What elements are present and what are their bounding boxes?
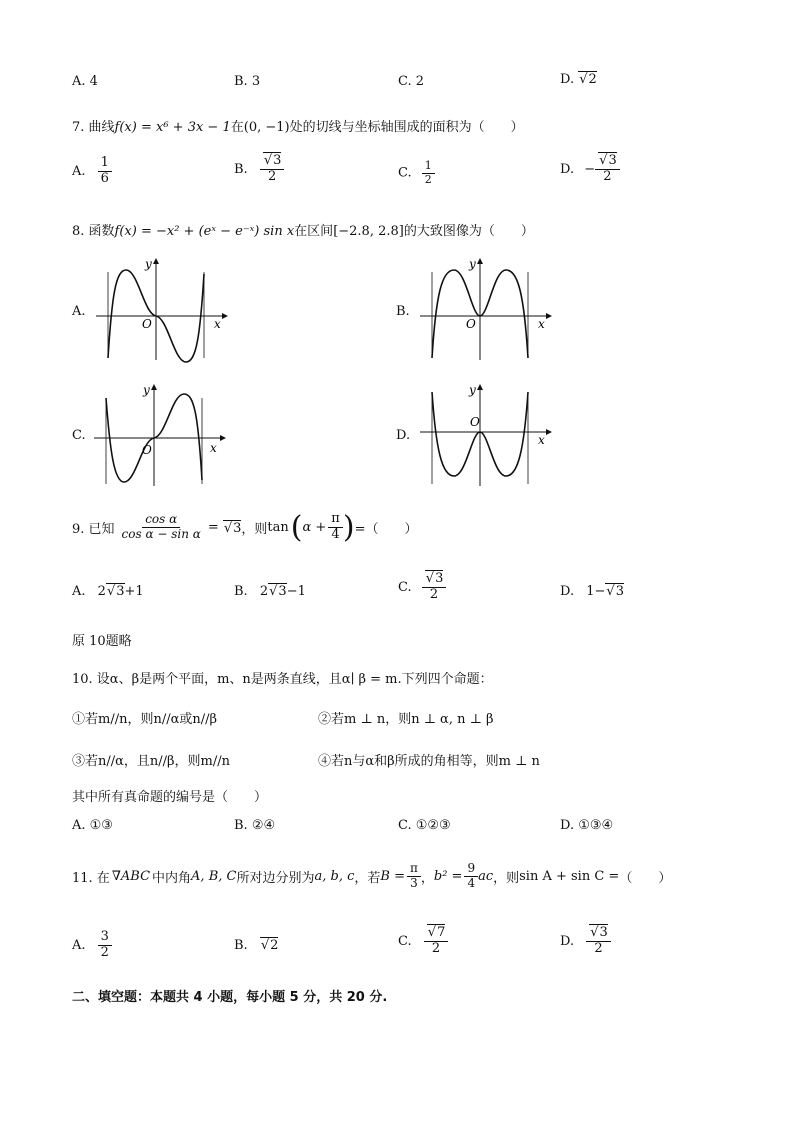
q9-given-fraction: $\frac{\text{cos α}}{\text{cos α − sin α}}$: [121, 512, 201, 541]
q11-stem-g: （ ）: [619, 870, 672, 886]
q9-option-d-label: D.: [560, 584, 575, 599]
q11-option-b-label: B.: [234, 938, 248, 953]
q8-graph-b: [418, 254, 554, 364]
q10-option-b: B. ②④: [234, 818, 276, 833]
x-label: x: [210, 441, 217, 455]
y-axis-arrow: [477, 384, 483, 390]
q7-option-b-fraction: √ $\frac{3}{2}$: [260, 154, 285, 185]
q8-graph-d: [418, 380, 554, 490]
q11-ac: ac: [478, 868, 494, 884]
q11-b-squared: b² =: [433, 868, 463, 884]
y-label: y: [143, 383, 150, 397]
q7-option-d-sign: −: [584, 161, 596, 177]
q9-option-b-label: B.: [234, 584, 248, 599]
q7-option-b: [234, 154, 284, 185]
q11-option-d-label: D.: [560, 933, 575, 949]
q8-option-b-label: B.: [396, 304, 410, 319]
skip-note: 原 10题略: [72, 634, 132, 649]
y-label: y: [469, 257, 476, 271]
q8-graph-a: [94, 254, 230, 364]
q11-option-a-fraction: $\frac{3}{2}$: [98, 930, 112, 961]
q11-sides: a, b, c: [314, 868, 355, 884]
q9-stem-a: 9. 已知: [72, 522, 115, 537]
y-axis-arrow: [477, 258, 483, 264]
y-axis-arrow: [153, 258, 159, 264]
q11-target: sin A + sin C =: [519, 868, 620, 884]
q8-function: f(x) = −x² + (eˣ − e⁻ˣ) sin x: [114, 224, 295, 239]
q11-option-b-radical: √ 2: [260, 937, 279, 953]
section-2-heading: 二、填空题：本题共 4 小题，每小题 5 分，共 20 分.: [72, 990, 388, 1005]
q11-stem-a: 11. 在: [72, 870, 110, 886]
q9-option-a-label: A.: [72, 584, 86, 599]
q7-option-a-label: A.: [72, 163, 86, 179]
q11-option-b: [234, 938, 278, 953]
x-axis-arrow: [222, 313, 228, 319]
q7-option-a-fraction: $\frac{1}{6}$: [98, 156, 112, 187]
q11-option-d: [560, 926, 611, 957]
q11-angles: A, B, C: [191, 868, 237, 884]
q10-option-d: D. ①③④: [560, 818, 614, 833]
q11-nine-over-four: $\frac{9}{4}$: [464, 862, 478, 891]
q8-stem-b: 在区间: [294, 224, 334, 239]
q9-option-d-radical: √ 3: [605, 583, 624, 599]
q8-graph-c: [92, 380, 228, 490]
q11-b-eq: B =: [380, 868, 405, 884]
y-label: y: [145, 257, 152, 271]
q9-option-b-radical: √ 3: [268, 583, 287, 599]
q11-option-c: [398, 926, 448, 957]
q7-option-c: [398, 160, 435, 186]
q9-option-a-coef: 2: [97, 584, 106, 599]
q11-stem: [72, 862, 671, 891]
q7-stem: [72, 116, 524, 135]
q9-option-a-post: +1: [124, 584, 144, 599]
q9-paren-left: (: [290, 510, 303, 545]
q7-option-b-label: B.: [234, 161, 248, 177]
q6-option-a: A. 4: [72, 74, 98, 89]
q11-option-a: [72, 930, 112, 961]
q6-option-c: C. 2: [398, 74, 425, 89]
x-label: x: [538, 433, 545, 447]
q11-option-c-label: C.: [398, 933, 412, 949]
q7-function: f(x) = x⁶ + 3x − 1: [114, 120, 231, 135]
x-label: x: [214, 317, 221, 331]
q9-option-d: [560, 584, 624, 599]
q7-option-c-fraction: $\frac{1}{2}$: [422, 160, 435, 186]
q6-option-d-radical: √ 2: [578, 71, 597, 87]
q10-ask: 其中所有真命题的编号是（ ）: [72, 790, 268, 805]
q11-option-d-fraction: √ $\frac{3}{2}$: [586, 926, 611, 957]
q9-option-b-coef: 2: [259, 584, 269, 599]
q11-stem-b: 中内角: [152, 870, 192, 886]
q9-option-d-pre: 1−: [586, 584, 606, 599]
q8-stem-a: 8. 函数: [72, 224, 115, 239]
q9-option-b-post: −1: [286, 584, 306, 599]
y-label: y: [469, 383, 476, 397]
q9-alpha-plus: α +: [302, 520, 327, 535]
q7-option-c-label: C.: [398, 165, 412, 181]
q9-pi-over-4: $\frac{\pi}{4}$: [328, 512, 343, 543]
q7-option-d-label: D.: [560, 161, 575, 177]
q7-stem-c: 处的切线与坐标轴围成的面积为（ ）: [289, 120, 524, 135]
q6-option-d: [560, 72, 597, 87]
q9-stem-b: ，则: [241, 522, 268, 537]
x-axis-arrow: [220, 435, 226, 441]
y-axis-arrow: [151, 384, 157, 390]
q8-option-d-label: D.: [396, 428, 411, 443]
x-axis-arrow: [546, 429, 552, 435]
q7-stem-b: 在: [230, 120, 244, 135]
q10-option-c: C. ①②③: [398, 818, 451, 833]
q8-option-a-label: A.: [72, 304, 86, 319]
q8-stem-c: 的大致图像为（ ）: [403, 224, 534, 239]
q8-stem: [72, 220, 534, 239]
q10-proposition-1: ①若m//n，则n//α或n//β: [72, 712, 218, 727]
origin-label: O: [142, 317, 152, 331]
q11-pi-over-3: $\frac{\pi}{3}$: [407, 862, 421, 891]
q7-option-d-fraction: √ $\frac{3}{2}$: [595, 154, 620, 185]
q9-option-c: [398, 572, 446, 603]
q6-option-b: B. 3: [234, 74, 261, 89]
q11-option-a-label: A.: [72, 937, 86, 953]
q8-option-c-label: C.: [72, 428, 86, 443]
q11-stem-e: ，: [420, 870, 434, 886]
q9-option-a: [72, 584, 144, 599]
x-axis-arrow: [546, 313, 552, 319]
q9-rhs-radical: √ 3: [223, 520, 242, 536]
q9-option-c-fraction: √ $\frac{3}{2}$: [422, 572, 447, 603]
q9-paren-right: ): [342, 510, 355, 545]
q10-option-a: A. ①③: [72, 818, 113, 833]
q9-option-a-radical: √ 3: [106, 583, 125, 599]
q6-option-d-label: D.: [560, 72, 575, 87]
q11-stem-d: ，若: [354, 870, 381, 886]
origin-label: O: [470, 415, 480, 429]
q9-equals: =: [207, 520, 219, 535]
q7-point: (0, −1): [243, 120, 290, 135]
q10-stem: 10. 设α、β是两个平面，m、n是两条直线，且α∣ β = m.下列四个命题：: [72, 672, 493, 687]
q10-proposition-2: ②若m ⊥ n，则n ⊥ α, n ⊥ β: [318, 712, 494, 727]
q11-stem-c: 所对边分别为: [236, 870, 315, 886]
q9-option-b: [234, 584, 306, 599]
q9-stem-c: =（ ）: [354, 522, 418, 537]
q10-proposition-4: ④若n与α和β所成的角相等，则m ⊥ n: [318, 754, 540, 769]
q11-option-c-fraction: √ $\frac{7}{2}$: [424, 926, 449, 957]
q10-proposition-3: ③若n//α，且n//β，则m//n: [72, 754, 231, 769]
x-label: x: [538, 317, 545, 331]
q11-triangle: ∇ABC: [111, 868, 151, 884]
q7-option-a: [72, 156, 112, 187]
q7-option-d: [560, 154, 620, 185]
origin-label: O: [142, 443, 152, 457]
q11-stem-f: ，则: [493, 870, 520, 886]
q7-stem-a: 7. 曲线: [72, 120, 115, 135]
q9-stem: [72, 510, 417, 545]
origin-label: O: [466, 317, 476, 331]
q8-interval: [−2.8, 2.8]: [333, 224, 404, 239]
q9-option-c-label: C.: [398, 579, 412, 595]
q9-tan: tan: [267, 520, 289, 535]
